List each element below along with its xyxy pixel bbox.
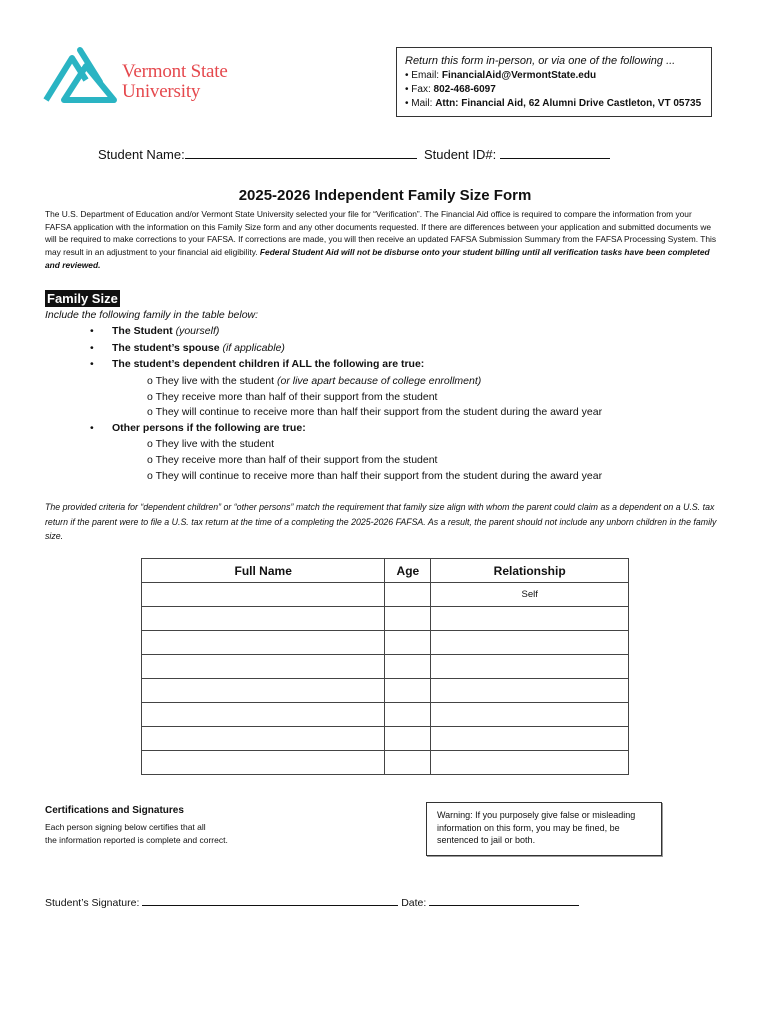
name-cell[interactable] xyxy=(142,607,385,631)
bullet-spouse: • The student’s spouse (if applicable) xyxy=(90,342,285,354)
fax-line: • Fax: 802-468-6097 xyxy=(405,84,496,95)
name-cell[interactable] xyxy=(142,727,385,751)
table-row xyxy=(142,703,629,727)
relationship-cell[interactable] xyxy=(431,679,629,703)
intro-paragraph xyxy=(45,208,717,272)
table-row xyxy=(142,679,629,703)
student-name-field[interactable] xyxy=(185,145,417,159)
age-cell[interactable] xyxy=(385,679,431,703)
relationship-cell[interactable] xyxy=(431,751,629,775)
sub-item: o They will continue to receive more than half their support from the student during the award year xyxy=(147,406,603,418)
sub-item: o They live with the student xyxy=(147,438,275,450)
logo-line-2: University xyxy=(122,81,201,102)
email-link[interactable]: FinancialAid@VermontState.edu xyxy=(441,70,597,81)
name-cell[interactable] xyxy=(142,655,385,679)
warning-box: Warning: If you purposely give false or misleading information on this form, you may be fined, be sentenced to jail or both. xyxy=(426,802,662,856)
return-heading: Return this form in-person, or via one of the following ... xyxy=(405,55,676,67)
relationship-cell[interactable] xyxy=(431,655,629,679)
mail-line: • Mail: Attn: Financial Aid, 62 Alumni Drive Castleton, VT 05735 xyxy=(405,98,702,109)
mail-label: Mail: xyxy=(411,98,433,109)
name-cell[interactable] xyxy=(142,679,385,703)
col-age: Age xyxy=(385,559,431,583)
name-cell[interactable] xyxy=(142,703,385,727)
col-full-name: Full Name xyxy=(142,559,385,583)
page-title: 2025-2026 Independent Family Size Form xyxy=(238,187,532,204)
table-row xyxy=(142,751,629,775)
mountain-logo-icon xyxy=(42,44,122,108)
age-cell[interactable] xyxy=(385,631,431,655)
age-cell[interactable] xyxy=(385,727,431,751)
signature-label: Student’s Signature: xyxy=(45,897,140,909)
certifications-heading: Certifications and Signatures xyxy=(45,805,184,816)
sub-item: o They live with the student (or live apart because of college enrollment) xyxy=(147,375,482,387)
age-cell[interactable] xyxy=(385,583,431,607)
age-cell[interactable] xyxy=(385,607,431,631)
student-id-field[interactable] xyxy=(500,145,610,159)
university-logo xyxy=(42,44,252,108)
certifications-text: Each person signing below certifies that all the information reported is complete and correct. xyxy=(45,822,228,845)
age-cell[interactable] xyxy=(385,655,431,679)
name-cell[interactable] xyxy=(142,583,385,607)
criteria-paragraph: The provided criteria for “dependent children” or “other persons” match the requirement that family size align with whom the parent could claim as a dependent on a U.S. tax return if the parent were to file a U.S. tax return at the time of a completing the 2025-2026 FAFSA. As a result, the parent should not include any unborn children in the family size. xyxy=(45,502,717,541)
student-id-label: Student ID#: xyxy=(423,147,497,162)
table-row xyxy=(142,655,629,679)
name-cell[interactable] xyxy=(142,631,385,655)
student-info-line xyxy=(98,145,610,162)
logo-line-1: Vermont State xyxy=(122,61,228,82)
age-cell[interactable] xyxy=(385,703,431,727)
table-row xyxy=(142,583,629,607)
bullet-other-persons: • Other persons if the following are true: xyxy=(90,422,306,434)
family-members-table xyxy=(141,558,629,775)
relationship-cell[interactable] xyxy=(431,631,629,655)
signature-line xyxy=(45,892,579,909)
return-instructions-box xyxy=(396,47,712,117)
bullet-dependent-children: • The student’s dependent children if ALL the following are true: xyxy=(90,358,425,370)
fax-label: Fax: xyxy=(411,84,431,95)
family-size-subheading: Include the following family in the table below: xyxy=(45,309,259,321)
table-header-row xyxy=(142,559,629,583)
sub-item: o They receive more than half of their support from the student xyxy=(147,391,438,403)
intro-text: The U.S. Department of Education and/or Vermont State University selected your file for “Verification”. The Financial Aid office is required to compare the information from your FAFSA application with the information on this Family Size form and any other documents requested. If there are differences between your application and submitted documents we will be required to make corrections to your FAFSA. If corrections are made, you will then receive an updated FAFSA Submission Summary from the FAFSA Processing System. This may result in an adjustment to your financial aid eligibility. xyxy=(45,209,717,258)
bullet-student: • The Student (yourself) xyxy=(90,325,220,337)
intro-emphasis: Federal Student Aid will not be disburse onto your student billing until all verification tasks have been completed and reviewed. xyxy=(45,247,710,270)
student-name-label: Student Name: xyxy=(98,147,185,162)
family-size-heading: Family Size xyxy=(47,291,118,306)
sub-item: o They receive more than half of their support from the student xyxy=(147,454,438,466)
email-line: • Email: FinancialAid@VermontState.edu xyxy=(405,70,597,81)
relationship-cell[interactable] xyxy=(431,703,629,727)
age-cell[interactable] xyxy=(385,751,431,775)
email-label: Email: xyxy=(411,70,440,81)
relationship-cell[interactable] xyxy=(431,607,629,631)
sub-item: o They will continue to receive more than half their support from the student during the award year xyxy=(147,470,603,482)
table-row xyxy=(142,727,629,751)
date-label: Date: xyxy=(401,897,427,909)
mail-value: Attn: Financial Aid, 62 Alumni Drive Castleton, VT 05735 xyxy=(435,98,702,109)
table-row xyxy=(142,631,629,655)
relationship-cell: Self xyxy=(431,583,629,607)
date-field[interactable] xyxy=(429,892,579,906)
fax-value: 802-468-6097 xyxy=(433,84,496,95)
signature-field[interactable] xyxy=(142,892,398,906)
name-cell[interactable] xyxy=(142,751,385,775)
table-row xyxy=(142,607,629,631)
col-relationship: Relationship xyxy=(431,559,629,583)
relationship-cell[interactable] xyxy=(431,727,629,751)
